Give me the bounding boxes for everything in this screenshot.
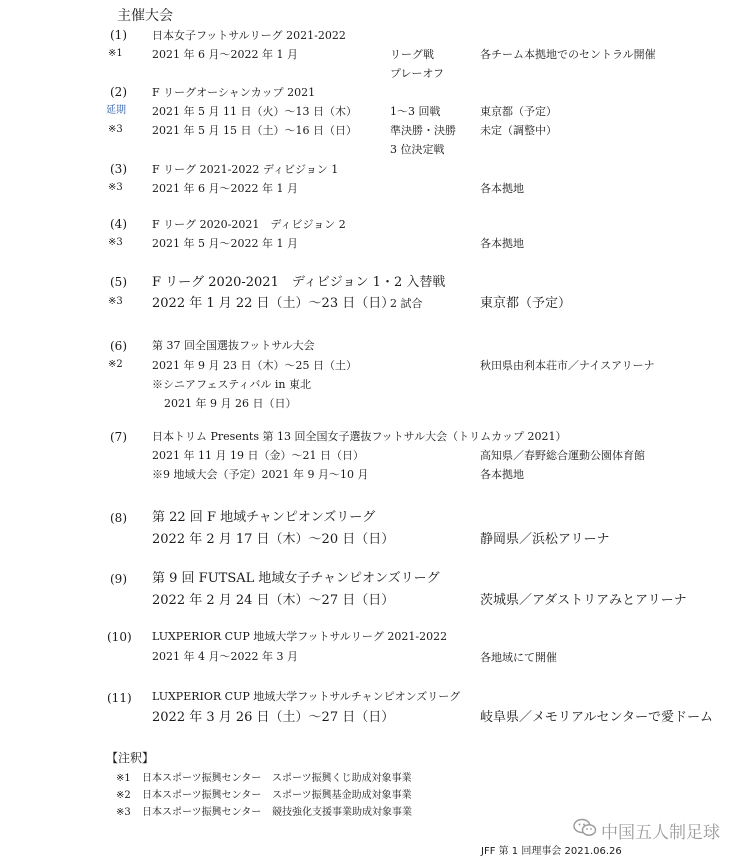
event-venue: 各本拠地 bbox=[480, 182, 524, 195]
event-venue: 各本拠地 bbox=[480, 468, 524, 481]
event-note-mark: ※3 bbox=[108, 296, 123, 307]
event-number: (3) bbox=[110, 162, 127, 176]
event-format: リーグ戦 bbox=[390, 48, 434, 61]
event-date: 2021 年 9 月 26 日（日） bbox=[164, 397, 297, 410]
event-title: F リーグオーシャンカップ 2021 bbox=[152, 86, 316, 99]
event-note-mark: ※2 bbox=[108, 359, 123, 370]
event-date: 2021 年 5 月〜2022 年 1 月 bbox=[152, 237, 298, 250]
event-date: 2022 年 2 月 17 日（木）〜20 日（日） bbox=[152, 532, 395, 547]
senior-festival-note: ※シニアフェスティバル in 東北 bbox=[152, 378, 311, 391]
event-venue: 未定（調整中） bbox=[480, 124, 557, 137]
event-date: 2021 年 5 月 11 日（火）〜13 日（木） bbox=[152, 105, 357, 118]
event-venue: 各本拠地 bbox=[480, 237, 524, 250]
event-title: 第 9 回 FUTSAL 地域女子チャンピオンズリーグ bbox=[152, 571, 440, 586]
event-date: 2022 年 1 月 22 日（土）〜23 日（日） bbox=[152, 296, 395, 311]
event-note-mark: ※3 bbox=[108, 182, 123, 193]
chat-bubbles-icon bbox=[573, 818, 597, 843]
event-venue: 岐阜県／メモリアルセンターで愛ドーム bbox=[480, 710, 713, 725]
event-date: 2021 年 4 月〜2022 年 3 月 bbox=[152, 650, 298, 663]
event-date: 2021 年 6 月〜2022 年 1 月 bbox=[152, 182, 298, 195]
event-number: (2) bbox=[110, 85, 127, 99]
section-title: 主催大会 bbox=[117, 8, 173, 24]
note-text: スポーツ振興基金助成対象事業 bbox=[272, 790, 412, 801]
event-venue: 各地域にて開催 bbox=[480, 651, 557, 664]
event-number: (9) bbox=[110, 572, 127, 586]
event-title: 日本女子フットサルリーグ 2021-2022 bbox=[152, 29, 346, 42]
event-number: (4) bbox=[110, 217, 127, 231]
event-title: 日本トリム Presents 第 13 回全国女子選抜フットサル大会（トリムカップ 2021） bbox=[152, 430, 567, 443]
event-number: (7) bbox=[110, 430, 127, 444]
event-title: F リーグ 2021-2022 ディビジョン 1 bbox=[152, 163, 339, 176]
watermark-text: 中国五人制足球 bbox=[601, 823, 720, 843]
event-number: (8) bbox=[110, 511, 127, 525]
event-format: 3 位決定戦 bbox=[390, 143, 445, 156]
event-format: 1〜3 回戦 bbox=[390, 105, 441, 118]
event-format: 2 試合 bbox=[390, 297, 423, 310]
note-text: スポーツ振興くじ助成対象事業 bbox=[272, 773, 412, 784]
event-number: (11) bbox=[107, 691, 132, 705]
notes-title: 【注釈】 bbox=[106, 751, 155, 765]
event-date: 2021 年 5 月 15 日（土）〜16 日（日） bbox=[152, 124, 357, 137]
event-title: F リーグ 2020-2021 ディビジョン 2 bbox=[152, 218, 346, 231]
event-note-mark: ※1 bbox=[108, 48, 123, 59]
regional-qualifier-note: ※9 地域大会（予定）2021 年 9 月〜10 月 bbox=[152, 468, 369, 481]
note-org: 日本スポーツ振興センター bbox=[142, 790, 262, 801]
note-mark: ※2 bbox=[116, 790, 131, 801]
postponed-label: 延期 bbox=[106, 105, 126, 116]
event-note-mark: ※3 bbox=[108, 124, 123, 135]
event-title: LUXPERIOR CUP 地域大学フットサルリーグ 2021-2022 bbox=[152, 630, 448, 643]
event-title: LUXPERIOR CUP 地域大学フットサルチャンピオンズリーグ bbox=[152, 690, 461, 703]
note-mark: ※3 bbox=[116, 807, 131, 818]
event-venue: 東京都（予定） bbox=[480, 296, 572, 311]
event-venue: 各チーム本拠地でのセントラル開催 bbox=[480, 48, 656, 61]
event-date: 2022 年 3 月 26 日（土）〜27 日（日） bbox=[152, 710, 395, 725]
event-number: (6) bbox=[110, 339, 127, 353]
note-text: 競技強化支援事業助成対象事業 bbox=[272, 807, 412, 818]
event-venue: 秋田県由利本荘市／ナイスアリーナ bbox=[480, 359, 655, 372]
event-date: 2021 年 6 月〜2022 年 1 月 bbox=[152, 48, 298, 61]
event-date: 2021 年 9 月 23 日（木）〜25 日（土） bbox=[152, 359, 357, 372]
event-format: プレーオフ bbox=[390, 67, 445, 80]
event-venue: 茨城県／アダストリアみとアリーナ bbox=[480, 593, 687, 608]
event-venue: 静岡県／浜松アリーナ bbox=[480, 532, 610, 547]
event-number: (10) bbox=[107, 630, 132, 644]
event-title: F リーグ 2020-2021 ディビジョン 1・2 入替戦 bbox=[152, 275, 446, 290]
footer-meeting-date: JFF 第 1 回理事会 2021.06.26 bbox=[481, 846, 622, 857]
event-note-mark: ※3 bbox=[108, 237, 123, 248]
event-number: (5) bbox=[110, 275, 127, 289]
event-title: 第 37 回全国選抜フットサル大会 bbox=[152, 339, 315, 352]
note-org: 日本スポーツ振興センター bbox=[142, 807, 262, 818]
event-venue: 東京都（予定） bbox=[480, 105, 557, 118]
watermark bbox=[573, 818, 720, 843]
event-date: 2022 年 2 月 24 日（木）〜27 日（日） bbox=[152, 593, 395, 608]
note-mark: ※1 bbox=[116, 773, 131, 784]
event-venue: 高知県／春野総合運動公園体育館 bbox=[480, 449, 645, 462]
note-org: 日本スポーツ振興センター bbox=[142, 773, 262, 784]
event-title: 第 22 回 F 地域チャンピオンズリーグ bbox=[152, 510, 376, 525]
event-date: 2021 年 11 月 19 日（金）〜21 日（日） bbox=[152, 449, 364, 462]
event-number: (1) bbox=[110, 28, 127, 42]
event-format: 準決勝・決勝 bbox=[390, 124, 456, 137]
